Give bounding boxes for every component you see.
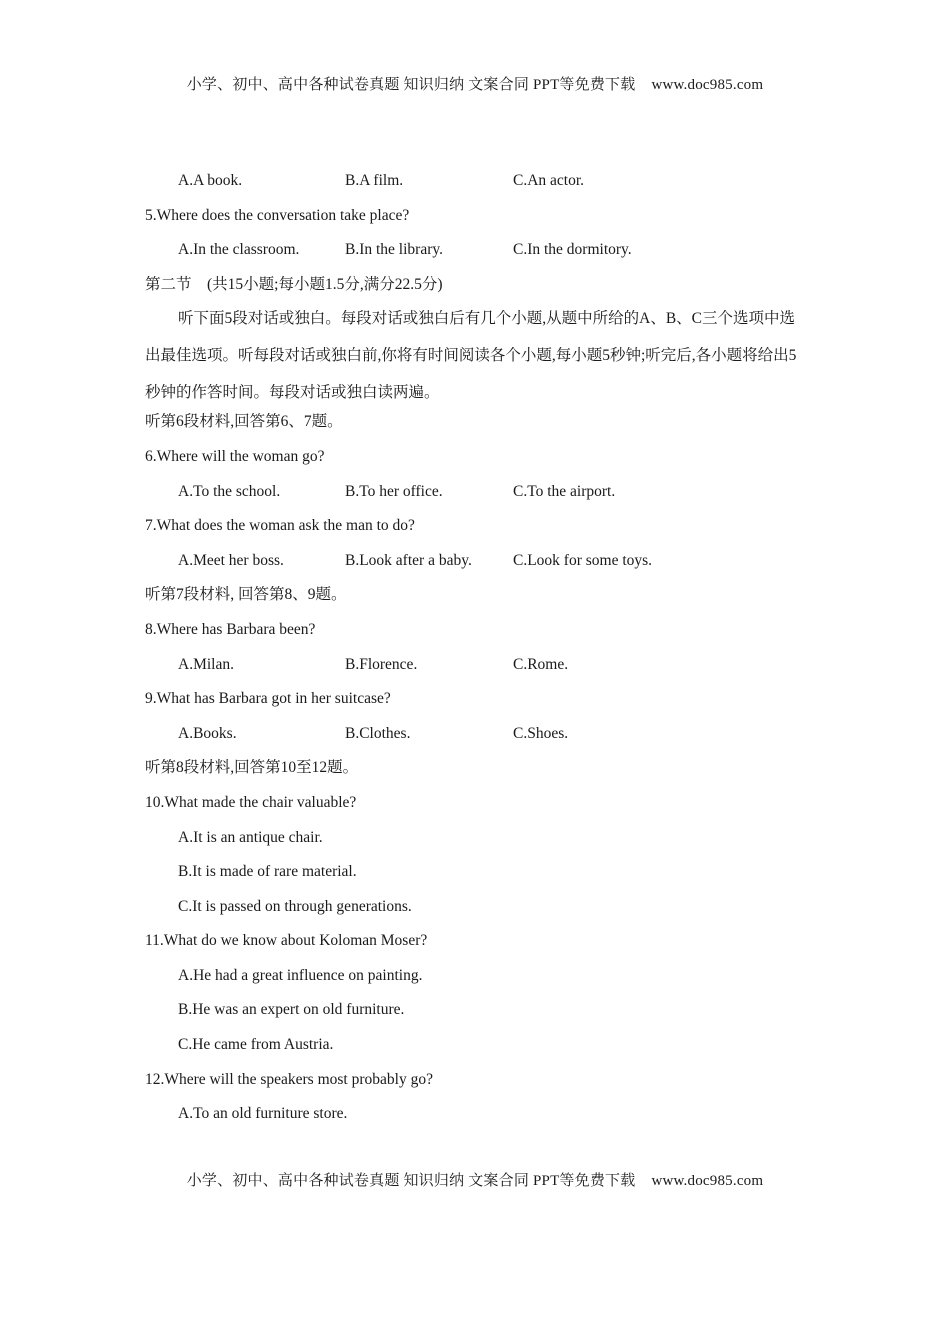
q5-option-b: B.In the library. (345, 241, 443, 259)
q9-option-a: A.Books. (178, 724, 237, 742)
q4-options (145, 170, 805, 205)
material8-heading: 听第8段材料,回答第10至12题。 (145, 759, 359, 777)
section2-instruction: 听下面5段对话或独白。每段对话或独白后有几个小题,从题中所给的A、B、C三个选项中选出最佳选项。听每段对话或独白前,你将有时间阅读各个小题,每小题5秒钟;听完后,各小题将给出5秒钟的作答时间。每段对话或独白读两遍。 (145, 310, 797, 402)
q10-option-c: C.It is passed on through generations. (178, 897, 412, 915)
page-footer (0, 1169, 950, 1190)
q6-options (145, 481, 805, 516)
q8-option-a: A.Milan. (178, 655, 234, 673)
q7-option-a: A.Meet her boss. (178, 551, 284, 569)
material6-heading: 听第6段材料,回答第6、7题。 (145, 413, 343, 431)
q10-option-a: A.It is an antique chair. (178, 828, 323, 846)
q7-option-c: C.Look for some toys. (513, 551, 653, 569)
q9-question: 9.What has Barbara got in her suitcase? (145, 690, 391, 708)
q6-option-a: A.To the school. (178, 482, 281, 500)
q11-option-c: C.He came from Austria. (178, 1036, 334, 1054)
exam-content (145, 170, 805, 1138)
q6-option-c: C.To the airport. (513, 482, 616, 500)
q7-options (145, 550, 805, 585)
q8-options (145, 654, 805, 689)
q10-option-b: B.It is made of rare material. (178, 863, 357, 881)
section2-title: 第二节 (共15小题;每小题1.5分,满分22.5分) (145, 275, 443, 293)
q9-options (145, 723, 805, 758)
q7-option-b: B.Look after a baby. (345, 551, 472, 569)
q4-option-c: C.An actor. (513, 172, 585, 189)
q12-question: 12.Where will the speakers most probably go? (145, 1070, 433, 1088)
q7-question: 7.What does the woman ask the man to do? (145, 517, 415, 535)
q10-question: 10.What made the chair valuable? (145, 793, 357, 811)
footer-url[interactable]: www.doc985.com (651, 1173, 764, 1189)
q6-option-b: B.To her office. (345, 482, 443, 500)
q8-question: 8.Where has Barbara been? (145, 620, 316, 638)
q5-option-a: A.In the classroom. (178, 241, 300, 259)
q11-question: 11.What do we know about Koloman Moser? (145, 932, 428, 950)
header-text: 小学、初中、高中各种试卷真题 知识归纳 文案合同 PPT等免费下载 (186, 77, 636, 93)
q8-option-c: C.Rome. (513, 655, 569, 673)
q9-option-c: C.Shoes. (513, 724, 569, 742)
q11-option-b: B.He was an expert on old furniture. (178, 1001, 405, 1019)
material7-heading: 听第7段材料, 回答第8、9题。 (145, 586, 347, 604)
q9-option-b: B.Clothes. (345, 724, 411, 742)
q12-option-a: A.To an old furniture store. (178, 1105, 348, 1123)
q4-option-b: B.A film. (345, 172, 404, 189)
footer-text: 小学、初中、高中各种试卷真题 知识归纳 文案合同 PPT等免费下载 (186, 1173, 636, 1189)
q11-option-a: A.He had a great influence on painting. (178, 966, 423, 984)
q5-question: 5.Where does the conversation take place? (145, 206, 410, 224)
q4-option-a: A.A book. (178, 172, 243, 189)
page-header (0, 73, 950, 94)
header-url[interactable]: www.doc985.com (651, 77, 764, 93)
q5-option-c: C.In the dormitory. (513, 241, 632, 259)
q8-option-b: B.Florence. (345, 655, 418, 673)
q5-options (145, 239, 805, 274)
q6-question: 6.Where will the woman go? (145, 447, 325, 465)
